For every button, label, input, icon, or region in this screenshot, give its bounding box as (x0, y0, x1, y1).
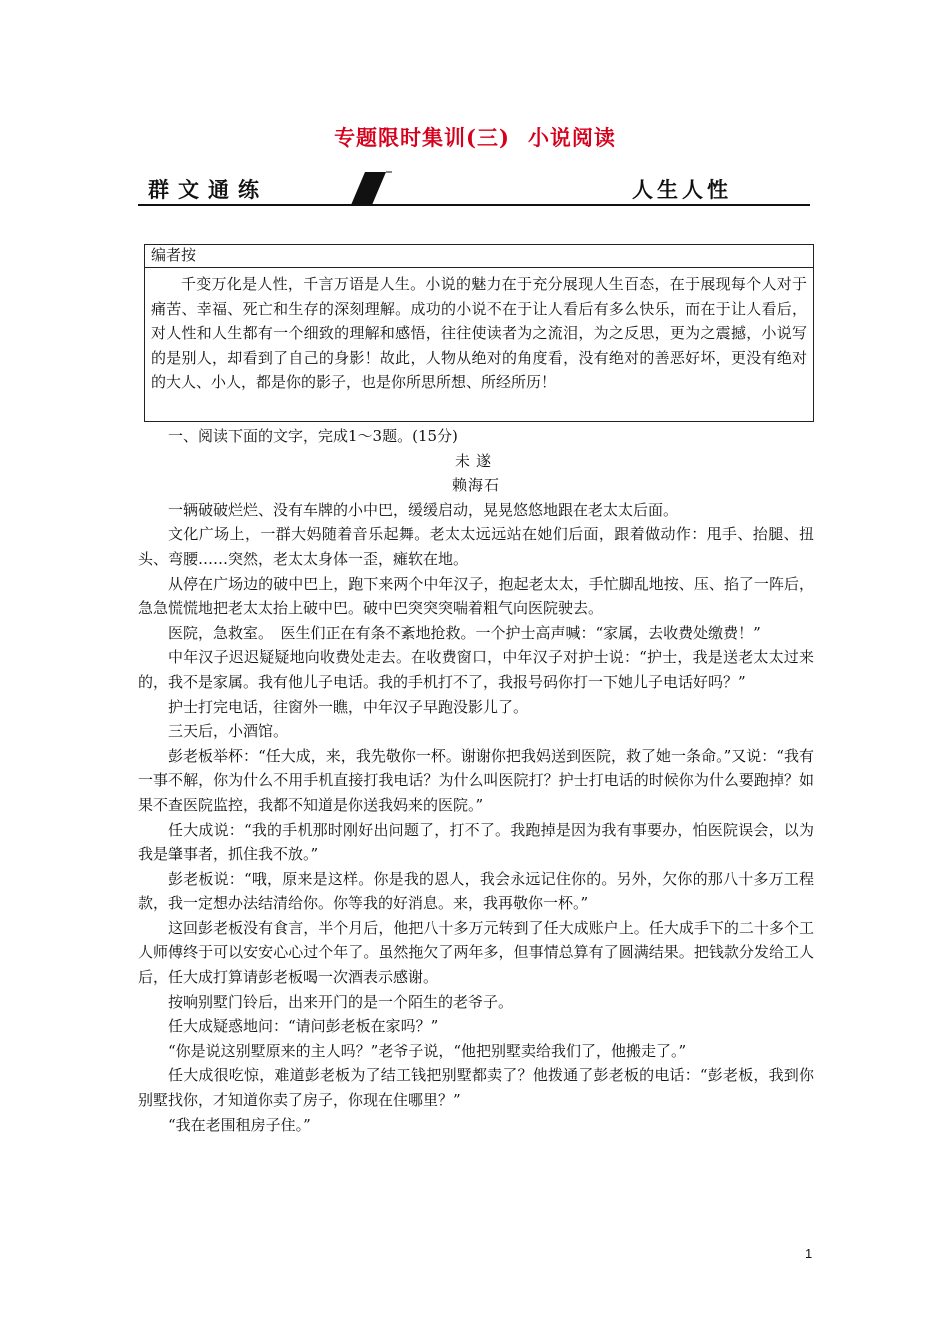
banner-left-label: 群文通练 (148, 178, 268, 202)
editor-note-heading: 编者按 (145, 245, 813, 268)
title-main: 专题限时集训(三) (334, 125, 510, 150)
story-paragraph: 彭老板举杯：“任大成，来，我先敬你一杯。谢谢你把我妈送到医院，救了她一条命。”又说：“我有一事不解，你为什么不用手机直接打我电话？为什么叫医院打？护士打电话的时候你为什么要跑掉？如果不查医院监控，我都不知道是你送我妈来的医院。” (138, 746, 814, 814)
story-paragraph: 一辆破破烂烂、没有车牌的小中巴，缓缓启动，晃晃悠悠地跟在老太太后面。 (168, 500, 679, 519)
question-instruction: 一、阅读下面的文字，完成1～3题。(15分) (168, 427, 458, 445)
story-paragraph: 三天后，小酒馆。 (168, 722, 289, 741)
story-author: 赖海石 (451, 476, 500, 495)
reading-content (138, 424, 814, 1137)
story-title: 未遂 (454, 451, 497, 470)
story-paragraph: 任大成疑惑地问：“请问彭老板在家吗？” (168, 1017, 439, 1036)
story-paragraph: “你是说这别墅原来的主人吗？”老爷子说，“他把别墅卖给我们了，他搬走了。” (168, 1041, 687, 1060)
story-paragraph: 这回彭老板没有食言，半个月后，他把八十多万元转到了任大成账户上。任大成手下的二十多个工人师傅终于可以安安心心过个年了。虽然拖欠了两年多，但事情总算有了圆满结果。把钱款分发给工人后，任大成打算请彭老板喝一次酒表示感谢。 (138, 918, 814, 987)
page-number: 1 (805, 1246, 813, 1261)
title-sub: 小说阅读 (527, 125, 616, 150)
story-paragraph: 任大成很吃惊，难道彭老板为了结工钱把别墅都卖了？他拨通了彭老板的电话：“彭老板，我到你别墅找你，才知道你卖了房子，你现在住哪里？” (138, 1066, 814, 1110)
story-paragraph: 从停在广场边的破中巴上，跑下来两个中年汉子，抱起老太太，手忙脚乱地按、压、掐了一阵后，急急慌慌地把老太太抬上破中巴。破中巴突突突喘着粗气向医院驶去。 (138, 574, 814, 618)
story-paragraph: 文化广场上，一群大妈随着音乐起舞。老太太远远站在她们后面，跟着做动作：甩手、抬腿、扭头、弯腰……突然，老太太身体一歪，瘫软在地。 (138, 525, 814, 568)
story-paragraph: 中年汉子迟迟疑疑地向收费处走去。在收费窗口，中年汉子对护士说：“护士，我是送老太太过来的，我不是家属。我有他儿子电话。我的手机打不了，我报号码你打一下她儿子电话好吗？” (138, 648, 814, 691)
story-paragraph: 医院，急救室。 医生们正在有条不紊地抢救。一个护士高声喊：“家属，去收费处缴费！” (168, 623, 761, 642)
page-title (0, 122, 950, 152)
section-banner (138, 168, 810, 208)
story-paragraph: 彭老板说：“哦，原来是这样。你是我的恩人，我会永远记住你的。另外，欠你的那八十多万工程款，我一定想办法结清给你。你等我的好消息。来，我再敬你一杯。” (138, 869, 814, 913)
editor-note-text: 千变万化是人性，千言万语是人生。小说的魅力在于充分展现人生百态，在于展现每个人对于痛苦、幸福、死亡和生存的深刻理解。成功的小说不在于让人看后有多么快乐，而在于让人看后，对人性和人生都有一个细致的理解和感悟，往往使读者为之流泪，为之反思，更为之震撼，小说写的是别人，却看到了自己的身影！故此，人物从绝对的角度看，没有绝对的善恶好坏，更没有绝对的大人、小人，都是你的影子，也是你所思所想、所经所历！ (151, 275, 807, 392)
banner-right-label: 人生人性 (632, 178, 732, 202)
story-paragraph: 按响别墅门铃后，出来开门的是一个陌生的老爷子。 (168, 992, 514, 1011)
editor-note-box (144, 244, 814, 422)
story-paragraph: 护士打完电话，往窗外一瞧，中年汉子早跑没影儿了。 (168, 697, 529, 716)
story-paragraph: “我在老围租房子住。” (168, 1115, 311, 1134)
story-paragraph: 任大成说：“我的手机那时刚好出问题了，打不了。我跑掉是因为我有事要办，怕医院误会，以为我是肇事者，抓住我不放。” (138, 820, 814, 864)
